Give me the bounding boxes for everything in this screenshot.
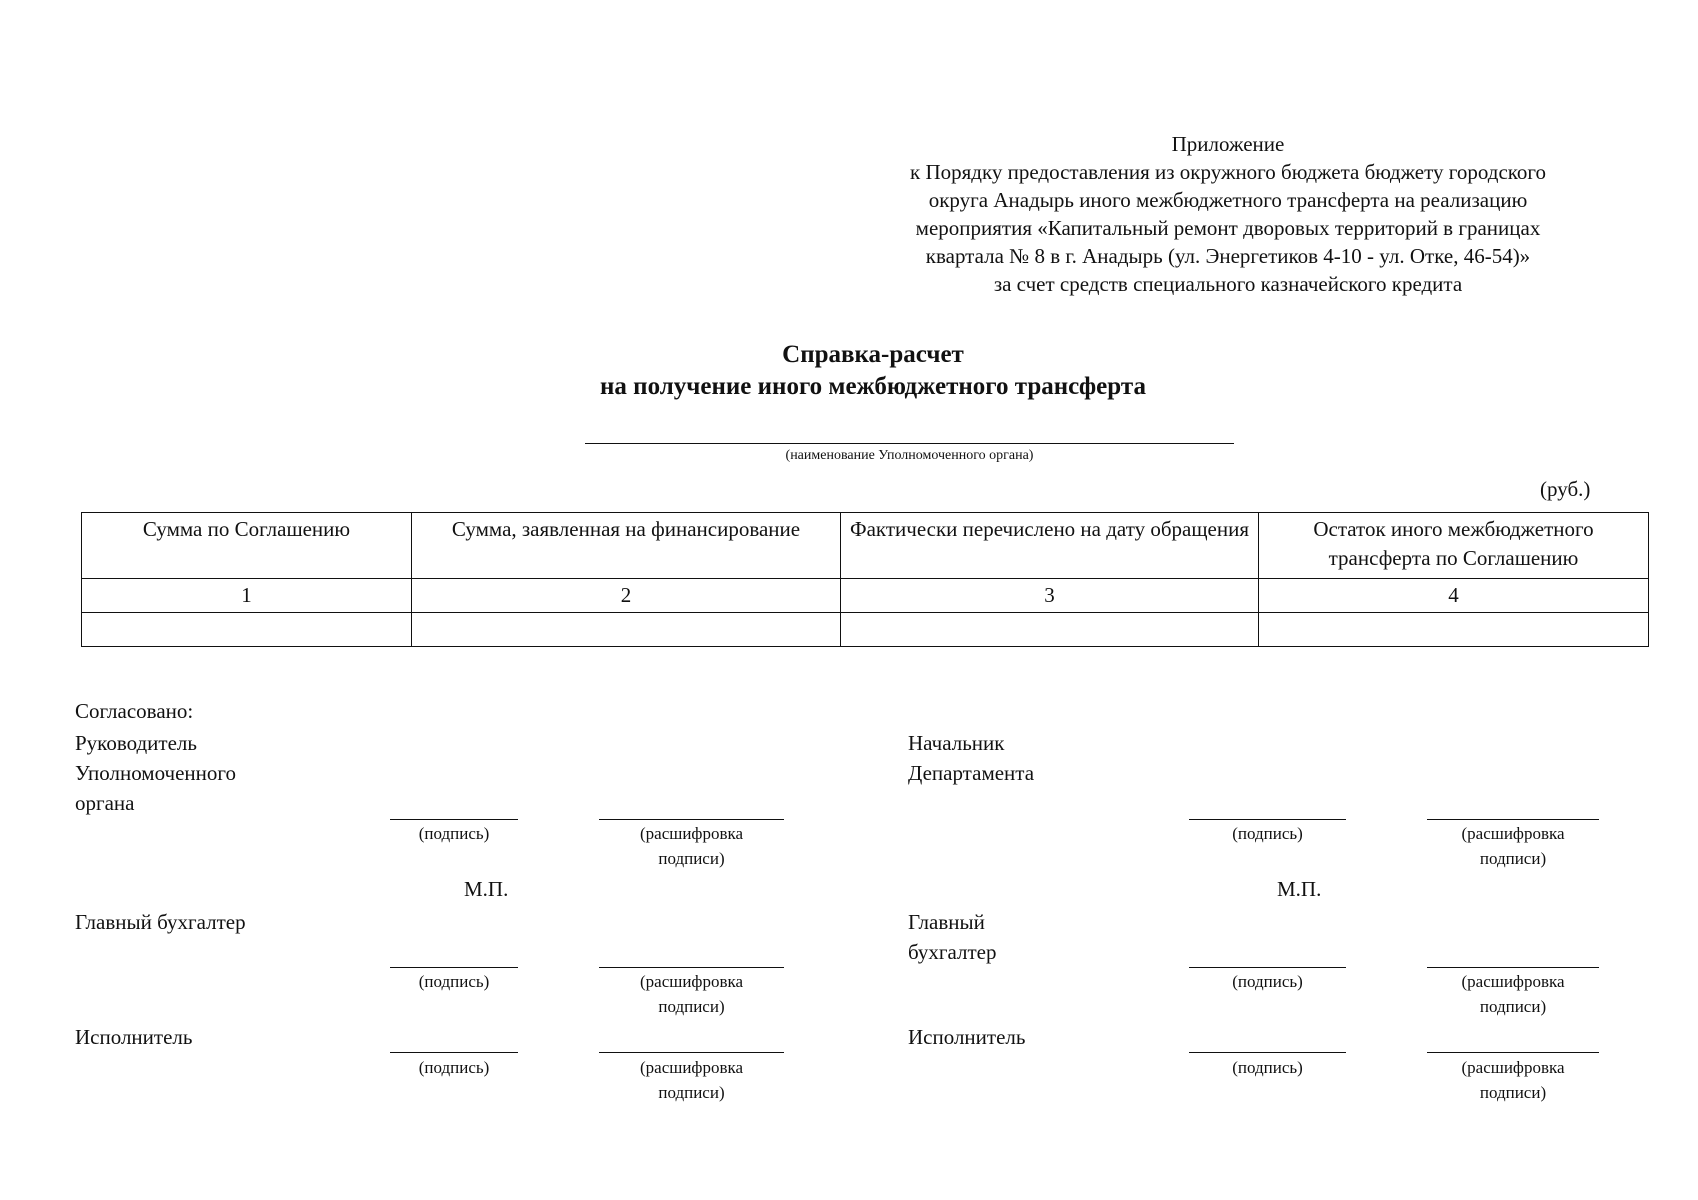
decode-caption-1: (расшифровка [639,972,744,991]
appendix-line: квартала № 8 в г. Анадырь (ул. Энергетиков 4-10 - ул. Отке, 46-54)» [925,244,1531,268]
left-chief-decode-line[interactable] [599,967,784,968]
decode-caption-2: подписи) [1479,1083,1547,1102]
title-line-2: на получение иного межбюджетного трансферта [600,373,1146,400]
decode-caption-2: подписи) [658,849,725,868]
left-executor-label: Исполнитель [75,1025,193,1049]
appendix-line: округа Анадырь иного межбюджетного трансферта на реализацию [928,188,1528,212]
decode-caption-2: подписи) [658,997,725,1016]
table-cell[interactable] [841,613,1259,647]
header-cell: Фактически перечислено на дату обращения [841,513,1259,579]
right-head-decode-line[interactable] [1427,819,1599,820]
decode-caption-2: подписи) [658,1083,725,1102]
right-chief-label-1: Главный [908,910,985,934]
header-cell: Сумма, заявленная на финансирование [412,513,841,579]
decode-caption-2: подписи) [1479,997,1547,1016]
table-cell[interactable] [1259,613,1649,647]
left-executor-signature-line[interactable] [390,1052,518,1053]
left-head-label-2: Уполномоченного [75,761,236,785]
signature-caption: (подпись) [418,1058,490,1077]
column-number-row [82,579,1649,613]
column-number: 2 [412,579,841,613]
title-line-1: Справка-расчет [782,341,964,368]
left-head-label-1: Руководитель [75,731,197,755]
signature-caption: (подпись) [418,972,490,991]
decode-caption-2: подписи) [1479,849,1547,868]
right-executor-signature-line[interactable] [1189,1052,1346,1053]
signature-caption: (подпись) [418,824,490,843]
left-head-decode-line[interactable] [599,819,784,820]
currency-unit: (руб.) [1540,477,1591,501]
appendix-line: мероприятия «Капитальный ремонт дворовых территорий в границах [915,216,1541,240]
document-title [0,339,1698,403]
header-cell: Сумма по Соглашению [82,513,412,579]
table-header-row [82,513,1649,579]
right-chief-label-2: бухгалтер [908,940,997,964]
appendix-line: к Порядку предоставления из окружного бюджета бюджету городского [910,160,1546,184]
left-head-label-3: органа [75,791,135,815]
table-cell[interactable] [82,613,412,647]
appendix-block [820,130,1636,298]
signature-caption: (подпись) [1232,824,1303,843]
calculation-table [81,512,1649,647]
left-chief-signature-line[interactable] [390,967,518,968]
authority-caption: (наименование Уполномоченного органа) [785,448,1034,463]
right-head-label-1: Начальник [908,731,1005,755]
signature-caption: (подпись) [1232,972,1303,991]
column-number: 3 [841,579,1259,613]
left-executor-decode-line[interactable] [599,1052,784,1053]
column-number: 1 [82,579,412,613]
right-head-signature-line[interactable] [1189,819,1346,820]
signature-caption: (подпись) [1232,1058,1303,1077]
right-executor-decode-line[interactable] [1427,1052,1599,1053]
stamp-mark: М.П. [464,877,509,901]
right-chief-signature-line[interactable] [1189,967,1346,968]
table-row [82,613,1649,647]
appendix-line: Приложение [1171,132,1285,156]
decode-caption-1: (расшифровка [639,824,744,843]
header-cell: Остаток иного межбюджетного трансферта по Соглашению [1259,513,1649,579]
agreed-label: Согласовано: [75,699,194,723]
left-head-signature-line[interactable] [390,819,518,820]
right-chief-decode-line[interactable] [1427,967,1599,968]
decode-caption-1: (расшифровка [639,1058,744,1077]
appendix-line: за счет средств специального казначейского кредита [993,272,1463,296]
authority-name-field[interactable] [585,443,1234,444]
right-head-label-2: Департамента [908,761,1035,785]
decode-caption-1: (расшифровка [1461,1058,1565,1077]
table-cell[interactable] [412,613,841,647]
decode-caption-1: (расшифровка [1461,824,1565,843]
column-number: 4 [1259,579,1649,613]
stamp-mark: М.П. [1277,877,1322,901]
decode-caption-1: (расшифровка [1461,972,1565,991]
left-chief-accountant-label: Главный бухгалтер [75,910,246,934]
right-executor-label: Исполнитель [908,1025,1026,1049]
